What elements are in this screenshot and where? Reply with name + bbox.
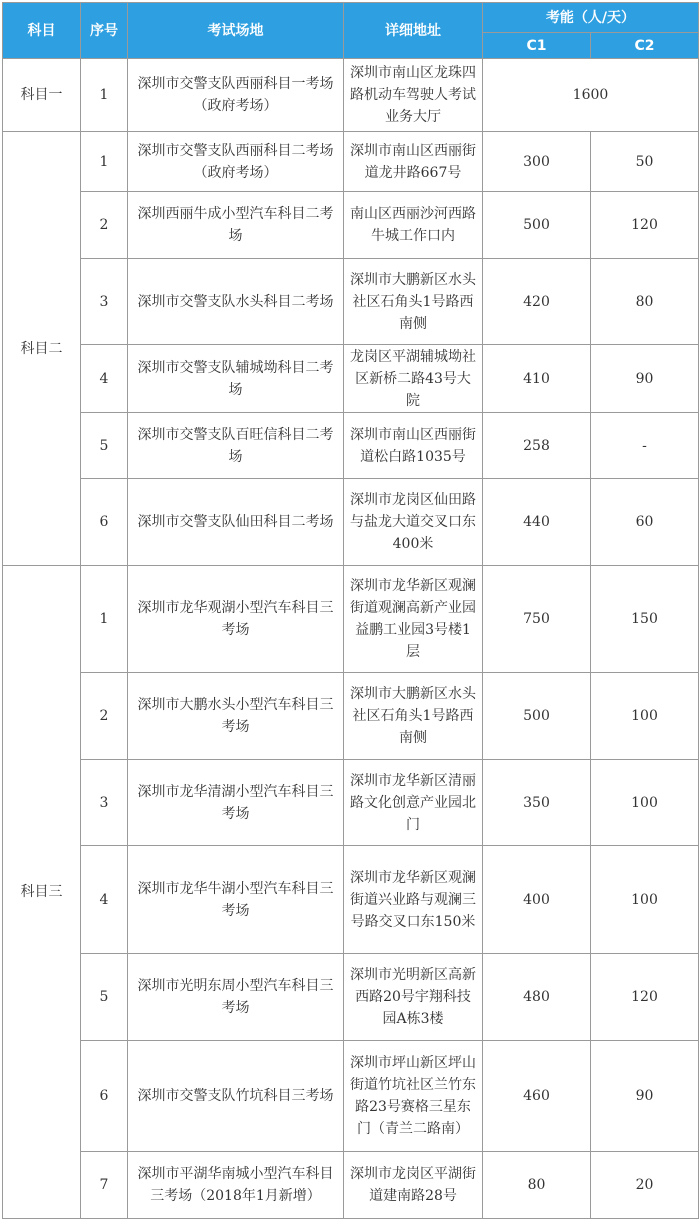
address-cell: 深圳市光明新区高新西路20号宇翔科技园A栋3楼 (344, 954, 483, 1041)
seq-cell: 6 (81, 479, 128, 566)
seq-cell: 4 (81, 345, 128, 413)
c1-cell: 420 (483, 259, 591, 345)
table-row (3, 566, 699, 673)
seq-cell: 2 (81, 673, 128, 760)
c1-cell: 500 (483, 192, 591, 259)
table-row (3, 413, 699, 479)
table-row (3, 1041, 699, 1152)
table-row (3, 673, 699, 760)
seq-cell: 3 (81, 259, 128, 345)
venue-cell: 深圳西丽牛成小型汽车科目二考场 (128, 192, 344, 259)
table-row (3, 760, 699, 846)
c1-cell: 750 (483, 566, 591, 673)
table-row (3, 846, 699, 954)
venue-cell: 深圳市龙华清湖小型汽车科目三考场 (128, 760, 344, 846)
table-row (3, 479, 699, 566)
c2-cell: 50 (591, 132, 699, 192)
seq-cell: 6 (81, 1041, 128, 1152)
c2-cell: 90 (591, 1041, 699, 1152)
c1-cell: 300 (483, 132, 591, 192)
seq-cell: 5 (81, 413, 128, 479)
address-cell: 深圳市龙华新区清丽路文化创意产业园北门 (344, 760, 483, 846)
header-c2: C2 (591, 33, 699, 59)
header-address: 详细地址 (344, 3, 483, 59)
c1-cell: 460 (483, 1041, 591, 1152)
c2-cell: - (591, 413, 699, 479)
subject-cell: 科目一 (3, 59, 81, 132)
c1-cell: 258 (483, 413, 591, 479)
venue-cell: 深圳市交警支队竹坑科目三考场 (128, 1041, 344, 1152)
c1-cell: 440 (483, 479, 591, 566)
venue-cell: 深圳市龙华牛湖小型汽车科目三考场 (128, 846, 344, 954)
seq-cell: 2 (81, 192, 128, 259)
address-cell: 深圳市南山区西丽街道松白路1035号 (344, 413, 483, 479)
venue-cell: 深圳市交警支队西丽科目一考场（政府考场） (128, 59, 344, 132)
c1-cell: 350 (483, 760, 591, 846)
address-cell: 深圳市龙华新区观澜街道观澜高新产业园益鹏工业园3号楼1层 (344, 566, 483, 673)
table-row (3, 345, 699, 413)
address-cell: 深圳市大鹏新区水头社区石角头1号路西南侧 (344, 673, 483, 760)
exam-venue-table (2, 2, 699, 1219)
address-cell: 南山区西丽沙河西路牛城工作口内 (344, 192, 483, 259)
address-cell: 深圳市南山区西丽街道龙井路667号 (344, 132, 483, 192)
c1-cell: 400 (483, 846, 591, 954)
table-row (3, 259, 699, 345)
c1-cell: 500 (483, 673, 591, 760)
seq-cell: 1 (81, 132, 128, 192)
venue-cell: 深圳市龙华观湖小型汽车科目三考场 (128, 566, 344, 673)
seq-cell: 7 (81, 1152, 128, 1219)
venue-cell: 深圳市交警支队西丽科目二考场（政府考场） (128, 132, 344, 192)
venue-cell: 深圳市交警支队水头科目二考场 (128, 259, 344, 345)
table-row (3, 59, 699, 132)
venue-cell: 深圳市平湖华南城小型汽车科目三考场（2018年1月新增） (128, 1152, 344, 1219)
address-cell: 深圳市龙华新区观澜街道兴业路与观澜三号路交叉口东150米 (344, 846, 483, 954)
address-cell: 深圳市南山区龙珠四路机动车驾驶人考试业务大厅 (344, 59, 483, 132)
c2-cell: 100 (591, 760, 699, 846)
header-subject: 科目 (3, 3, 81, 59)
c2-cell: 60 (591, 479, 699, 566)
address-cell: 深圳市龙岗区仙田路与盐龙大道交叉口东400米 (344, 479, 483, 566)
table-header (3, 3, 699, 59)
table-body (3, 59, 699, 1219)
c2-cell: 90 (591, 345, 699, 413)
header-capacity: 考能（人/天） (483, 3, 699, 33)
header-seq: 序号 (81, 3, 128, 59)
c2-cell: 120 (591, 954, 699, 1041)
c2-cell: 120 (591, 192, 699, 259)
c1-cell: 80 (483, 1152, 591, 1219)
venue-cell: 深圳市交警支队百旺信科目二考场 (128, 413, 344, 479)
c2-cell: 150 (591, 566, 699, 673)
capacity-cell: 1600 (483, 59, 699, 132)
subject-cell: 科目三 (3, 566, 81, 1219)
seq-cell: 5 (81, 954, 128, 1041)
table-row (3, 132, 699, 192)
venue-cell: 深圳市交警支队辅城坳科目二考场 (128, 345, 344, 413)
table-row (3, 1152, 699, 1219)
subject-cell: 科目二 (3, 132, 81, 566)
c2-cell: 80 (591, 259, 699, 345)
address-cell: 龙岗区平湖辅城坳社区新桥二路43号大院 (344, 345, 483, 413)
address-cell: 深圳市大鹏新区水头社区石角头1号路西南侧 (344, 259, 483, 345)
seq-cell: 4 (81, 846, 128, 954)
c1-cell: 410 (483, 345, 591, 413)
c2-cell: 100 (591, 846, 699, 954)
c2-cell: 100 (591, 673, 699, 760)
c2-cell: 20 (591, 1152, 699, 1219)
c1-cell: 480 (483, 954, 591, 1041)
seq-cell: 1 (81, 59, 128, 132)
header-c1: C1 (483, 33, 591, 59)
venue-cell: 深圳市光明东周小型汽车科目三考场 (128, 954, 344, 1041)
header-venue: 考试场地 (128, 3, 344, 59)
seq-cell: 1 (81, 566, 128, 673)
venue-cell: 深圳市交警支队仙田科目二考场 (128, 479, 344, 566)
address-cell: 深圳市坪山新区坪山街道竹坑社区兰竹东路23号赛格三星东门（青兰二路南） (344, 1041, 483, 1152)
table-row (3, 192, 699, 259)
table-row (3, 954, 699, 1041)
seq-cell: 3 (81, 760, 128, 846)
address-cell: 深圳市龙岗区平湖街道建南路28号 (344, 1152, 483, 1219)
venue-cell: 深圳市大鹏水头小型汽车科目三考场 (128, 673, 344, 760)
